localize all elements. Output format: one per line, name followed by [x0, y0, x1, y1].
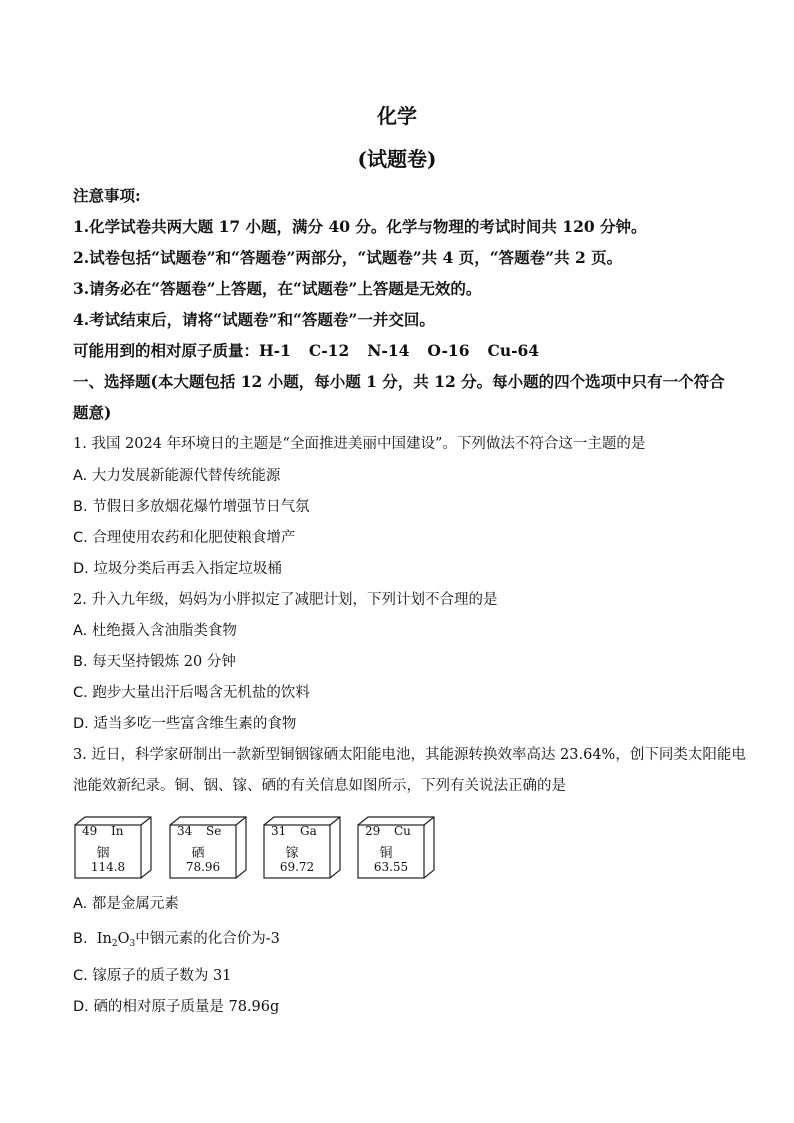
element-card-in	[73, 815, 153, 880]
element-card-se	[168, 815, 248, 880]
element-name: 镓	[285, 846, 299, 861]
question-2-option-c: C. 跑步大量出汗后喝含无机盐的饮料	[73, 685, 310, 701]
paper-type-title: (试题卷)	[357, 147, 437, 171]
atomic-masses-line	[73, 339, 539, 361]
question-1-option-b: B. 节假日多放烟花爆竹增强节日气氛	[73, 499, 310, 515]
element-name: 硒	[191, 846, 205, 861]
element-mass: 69.72	[279, 860, 315, 874]
notice-item-1: 1.化学试卷共两大题 17 小题，满分 40 分。化学与物理的考试时间共 120 分钟。	[73, 217, 647, 236]
question-2-option-d: D. 适当多吃一些富含维生素的食物	[73, 716, 297, 732]
notice-item-4: 4.考试结束后，请将“试题卷”和“答题卷”一并交回。	[73, 310, 435, 329]
element-number: 29	[365, 824, 381, 838]
subject-title: 化学	[377, 104, 417, 128]
question-3-option-b: B. $In_2O_3$中铟元素的化合价为-3	[73, 931, 280, 949]
notice-heading: 注意事项:	[73, 186, 141, 205]
element-card-cu	[356, 815, 436, 880]
question-1-option-d: D. 垃圾分类后再丢入指定垃圾桶	[73, 561, 282, 577]
section-title-line-2: 题意)	[73, 403, 112, 422]
element-symbol: Cu	[394, 824, 411, 838]
notice-item-2: 2.试卷包括“试题卷”和“答题卷”两部分，“试题卷”共 4 页，“答题卷”共 2 页。	[73, 248, 623, 267]
question-1-option-c: C. 合理使用农药和化肥使粮食增产	[73, 530, 296, 546]
notice-item-3: 3.请务必在“答题卷”上答题，在“试题卷”上答题是无效的。	[73, 279, 482, 298]
element-mass: 114.8	[90, 860, 126, 874]
element-name: 铜	[379, 846, 393, 861]
element-number: 49	[82, 824, 98, 838]
atomic-mass-c: C-12	[308, 341, 350, 360]
formula-in2o3: $In_2O_3$	[96, 931, 136, 949]
question-1-stem: 1. 我国 2024 年环境日的主题是“全面推进美丽中国建设”。下列做法不符合这一主题的是	[73, 436, 646, 452]
element-symbol: Ga	[300, 824, 317, 838]
section-title-line-1: 一、选择题(本大题包括 12 小题，每小题 1 分，共 12 分。每小题的四个选项中只有一个符合	[73, 372, 725, 391]
question-3-option-a: A. 都是金属元素	[73, 896, 179, 912]
element-name: 铟	[96, 846, 110, 861]
question-3-stem-line-2: 池能效新纪录。铜、铟、镓、硒的有关信息如图所示，下列有关说法正确的是	[73, 778, 566, 794]
question-3-option-c: C. 镓原子的质子数为 31	[73, 968, 232, 984]
question-3-stem-line-1: 3. 近日，科学家研制出一款新型铜铟镓硒太阳能电池，其能源转换效率高达 23.64%，创下同类太阳能电	[73, 747, 746, 763]
question-2-option-a: A. 杜绝摄入含油脂类食物	[73, 623, 237, 639]
atomic-mass-h: H-1	[259, 341, 291, 360]
question-1-option-a: A. 大力发展新能源代替传统能源	[73, 468, 281, 484]
element-symbol: In	[111, 824, 124, 838]
element-symbol: Se	[206, 824, 222, 838]
atomic-mass-cu: Cu-64	[487, 341, 540, 360]
question-3-option-d: D. 硒的相对原子质量是 78.96g	[73, 999, 280, 1015]
element-number: 34	[177, 824, 193, 838]
element-mass: 78.96	[185, 860, 221, 874]
element-card-ga	[262, 815, 342, 880]
question-2-option-b: B. 每天坚持锻炼 20 分钟	[73, 654, 236, 670]
element-number: 31	[271, 824, 287, 838]
atomic-masses-label: 可能用到的相对原子质量：	[73, 341, 260, 360]
question-2-stem: 2. 升入九年级，妈妈为小胖拟定了减肥计划，下列计划不合理的是	[73, 592, 498, 608]
atomic-mass-n: N-14	[367, 341, 410, 360]
element-mass: 63.55	[373, 860, 409, 874]
element-cards-figure	[73, 815, 453, 880]
atomic-mass-o: O-16	[427, 341, 470, 360]
